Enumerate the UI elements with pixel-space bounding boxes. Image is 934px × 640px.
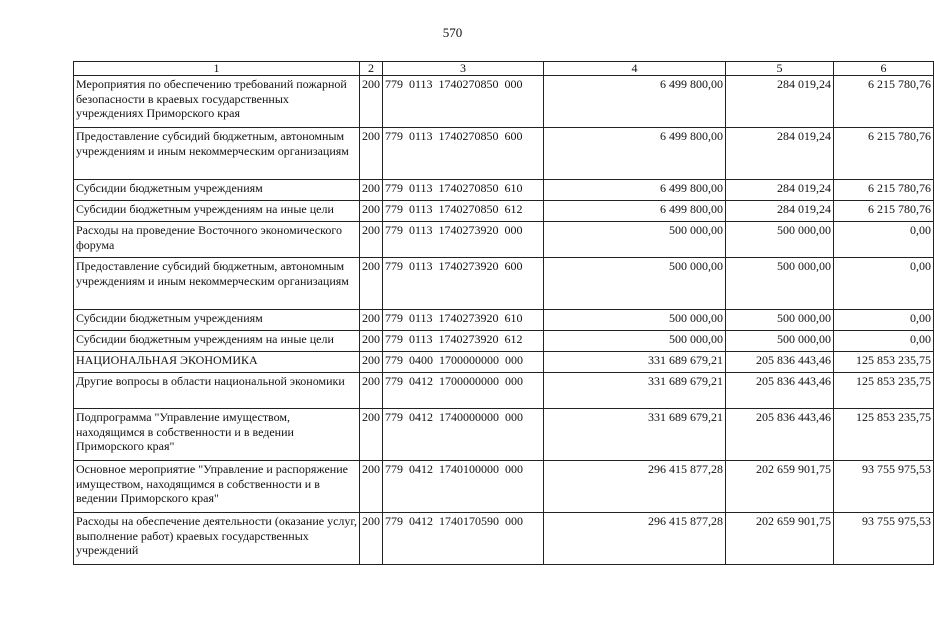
row-value-6-cell: 6 215 780,76 [834, 201, 934, 222]
row-value-6-cell: 125 853 235,75 [834, 352, 934, 373]
row-value-5-cell: 202 659 901,75 [726, 461, 834, 513]
row-name-cell: Субсидии бюджетным учреждениям на иные цели [74, 201, 360, 222]
header-col-1: 1 [74, 62, 360, 76]
row-value-4-cell: 331 689 679,21 [544, 352, 726, 373]
row-value-6-cell: 0,00 [834, 258, 934, 310]
row-value-6-cell: 6 215 780,76 [834, 180, 934, 201]
row-code-cell: 779 0412 1700000000 000 [383, 373, 544, 409]
table-row [74, 310, 934, 331]
header-row [74, 62, 934, 76]
row-value-4-cell: 500 000,00 [544, 222, 726, 258]
table-row [74, 461, 934, 513]
table-row [74, 409, 934, 461]
row-value-6-cell: 93 755 975,53 [834, 461, 934, 513]
row-name-cell: Расходы на проведение Восточного экономического форума [74, 222, 360, 258]
row-name-cell: Расходы на обеспечение деятельности (оказание услуг, выполнение работ) краевых государственных учреждений [74, 513, 360, 565]
row-admin-cell: 200 [360, 310, 383, 331]
row-value-5-cell: 500 000,00 [726, 258, 834, 310]
row-name-cell: Субсидии бюджетным учреждениям [74, 180, 360, 201]
row-admin-cell: 200 [360, 513, 383, 565]
row-name-cell: Предоставление субсидий бюджетным, автономным учреждениям и иным некоммерческим организациям [74, 128, 360, 180]
row-name-cell: НАЦИОНАЛЬНАЯ ЭКОНОМИКА [74, 352, 360, 373]
row-value-6-cell: 93 755 975,53 [834, 513, 934, 565]
row-value-4-cell: 500 000,00 [544, 331, 726, 352]
row-admin-cell: 200 [360, 373, 383, 409]
table-row [74, 201, 934, 222]
budget-table [73, 61, 934, 565]
row-code-cell: 779 0113 1740273920 600 [383, 258, 544, 310]
header-col-4: 4 [544, 62, 726, 76]
row-value-4-cell: 6 499 800,00 [544, 201, 726, 222]
row-value-6-cell: 0,00 [834, 310, 934, 331]
table-row [74, 258, 934, 310]
row-value-4-cell: 6 499 800,00 [544, 76, 726, 128]
row-admin-cell: 200 [360, 222, 383, 258]
row-value-5-cell: 205 836 443,46 [726, 373, 834, 409]
table-row [74, 222, 934, 258]
row-value-6-cell: 0,00 [834, 331, 934, 352]
table-row [74, 352, 934, 373]
row-code-cell: 779 0113 1740270850 600 [383, 128, 544, 180]
row-value-6-cell: 6 215 780,76 [834, 76, 934, 128]
header-col-3: 3 [383, 62, 544, 76]
row-value-4-cell: 6 499 800,00 [544, 180, 726, 201]
row-name-cell: Подпрограмма "Управление имуществом, находящимся в собственности и в ведении Приморского края" [74, 409, 360, 461]
row-value-6-cell: 125 853 235,75 [834, 373, 934, 409]
table-row [74, 128, 934, 180]
row-value-6-cell: 0,00 [834, 222, 934, 258]
row-admin-cell: 200 [360, 180, 383, 201]
row-name-cell: Мероприятия по обеспечению требований пожарной безопасности в краевых государственных учреждениях Приморского края [74, 76, 360, 128]
row-value-4-cell: 296 415 877,28 [544, 461, 726, 513]
row-admin-cell: 200 [360, 128, 383, 180]
row-admin-cell: 200 [360, 409, 383, 461]
row-code-cell: 779 0412 1740100000 000 [383, 461, 544, 513]
row-code-cell: 779 0113 1740273920 000 [383, 222, 544, 258]
row-value-4-cell: 500 000,00 [544, 258, 726, 310]
row-admin-cell: 200 [360, 461, 383, 513]
row-name-cell: Предоставление субсидий бюджетным, автономным учреждениям и иным некоммерческим организациям [74, 258, 360, 310]
table-row [74, 373, 934, 409]
row-admin-cell: 200 [360, 258, 383, 310]
header-col-2: 2 [360, 62, 383, 76]
row-value-4-cell: 296 415 877,28 [544, 513, 726, 565]
row-value-5-cell: 500 000,00 [726, 310, 834, 331]
row-value-5-cell: 500 000,00 [726, 331, 834, 352]
table-row [74, 513, 934, 565]
row-value-5-cell: 202 659 901,75 [726, 513, 834, 565]
row-admin-cell: 200 [360, 331, 383, 352]
row-value-6-cell: 6 215 780,76 [834, 128, 934, 180]
row-value-5-cell: 284 019,24 [726, 76, 834, 128]
row-value-4-cell: 331 689 679,21 [544, 409, 726, 461]
row-name-cell: Субсидии бюджетным учреждениям на иные цели [74, 331, 360, 352]
table-row [74, 331, 934, 352]
header-col-6: 6 [834, 62, 934, 76]
table-row [74, 76, 934, 128]
header-col-5: 5 [726, 62, 834, 76]
row-code-cell: 779 0113 1740273920 610 [383, 310, 544, 331]
row-name-cell: Субсидии бюджетным учреждениям [74, 310, 360, 331]
row-code-cell: 779 0412 1740170590 000 [383, 513, 544, 565]
row-admin-cell: 200 [360, 352, 383, 373]
row-value-5-cell: 284 019,24 [726, 128, 834, 180]
row-admin-cell: 200 [360, 76, 383, 128]
row-value-6-cell: 125 853 235,75 [834, 409, 934, 461]
row-value-5-cell: 500 000,00 [726, 222, 834, 258]
row-code-cell: 779 0412 1740000000 000 [383, 409, 544, 461]
row-value-5-cell: 284 019,24 [726, 201, 834, 222]
row-value-5-cell: 205 836 443,46 [726, 352, 834, 373]
row-code-cell: 779 0400 1700000000 000 [383, 352, 544, 373]
row-code-cell: 779 0113 1740270850 000 [383, 76, 544, 128]
row-code-cell: 779 0113 1740270850 612 [383, 201, 544, 222]
row-code-cell: 779 0113 1740273920 612 [383, 331, 544, 352]
page-number: 570 [442, 25, 463, 40]
row-value-5-cell: 284 019,24 [726, 180, 834, 201]
row-admin-cell: 200 [360, 201, 383, 222]
row-name-cell: Основное мероприятие "Управление и распоряжение имуществом, находящимся в собственности и в ведении Приморского края" [74, 461, 360, 513]
row-value-5-cell: 205 836 443,46 [726, 409, 834, 461]
row-code-cell: 779 0113 1740270850 610 [383, 180, 544, 201]
table-row [74, 180, 934, 201]
row-value-4-cell: 500 000,00 [544, 310, 726, 331]
row-value-4-cell: 6 499 800,00 [544, 128, 726, 180]
row-name-cell: Другие вопросы в области национальной экономики [74, 373, 360, 409]
row-value-4-cell: 331 689 679,21 [544, 373, 726, 409]
